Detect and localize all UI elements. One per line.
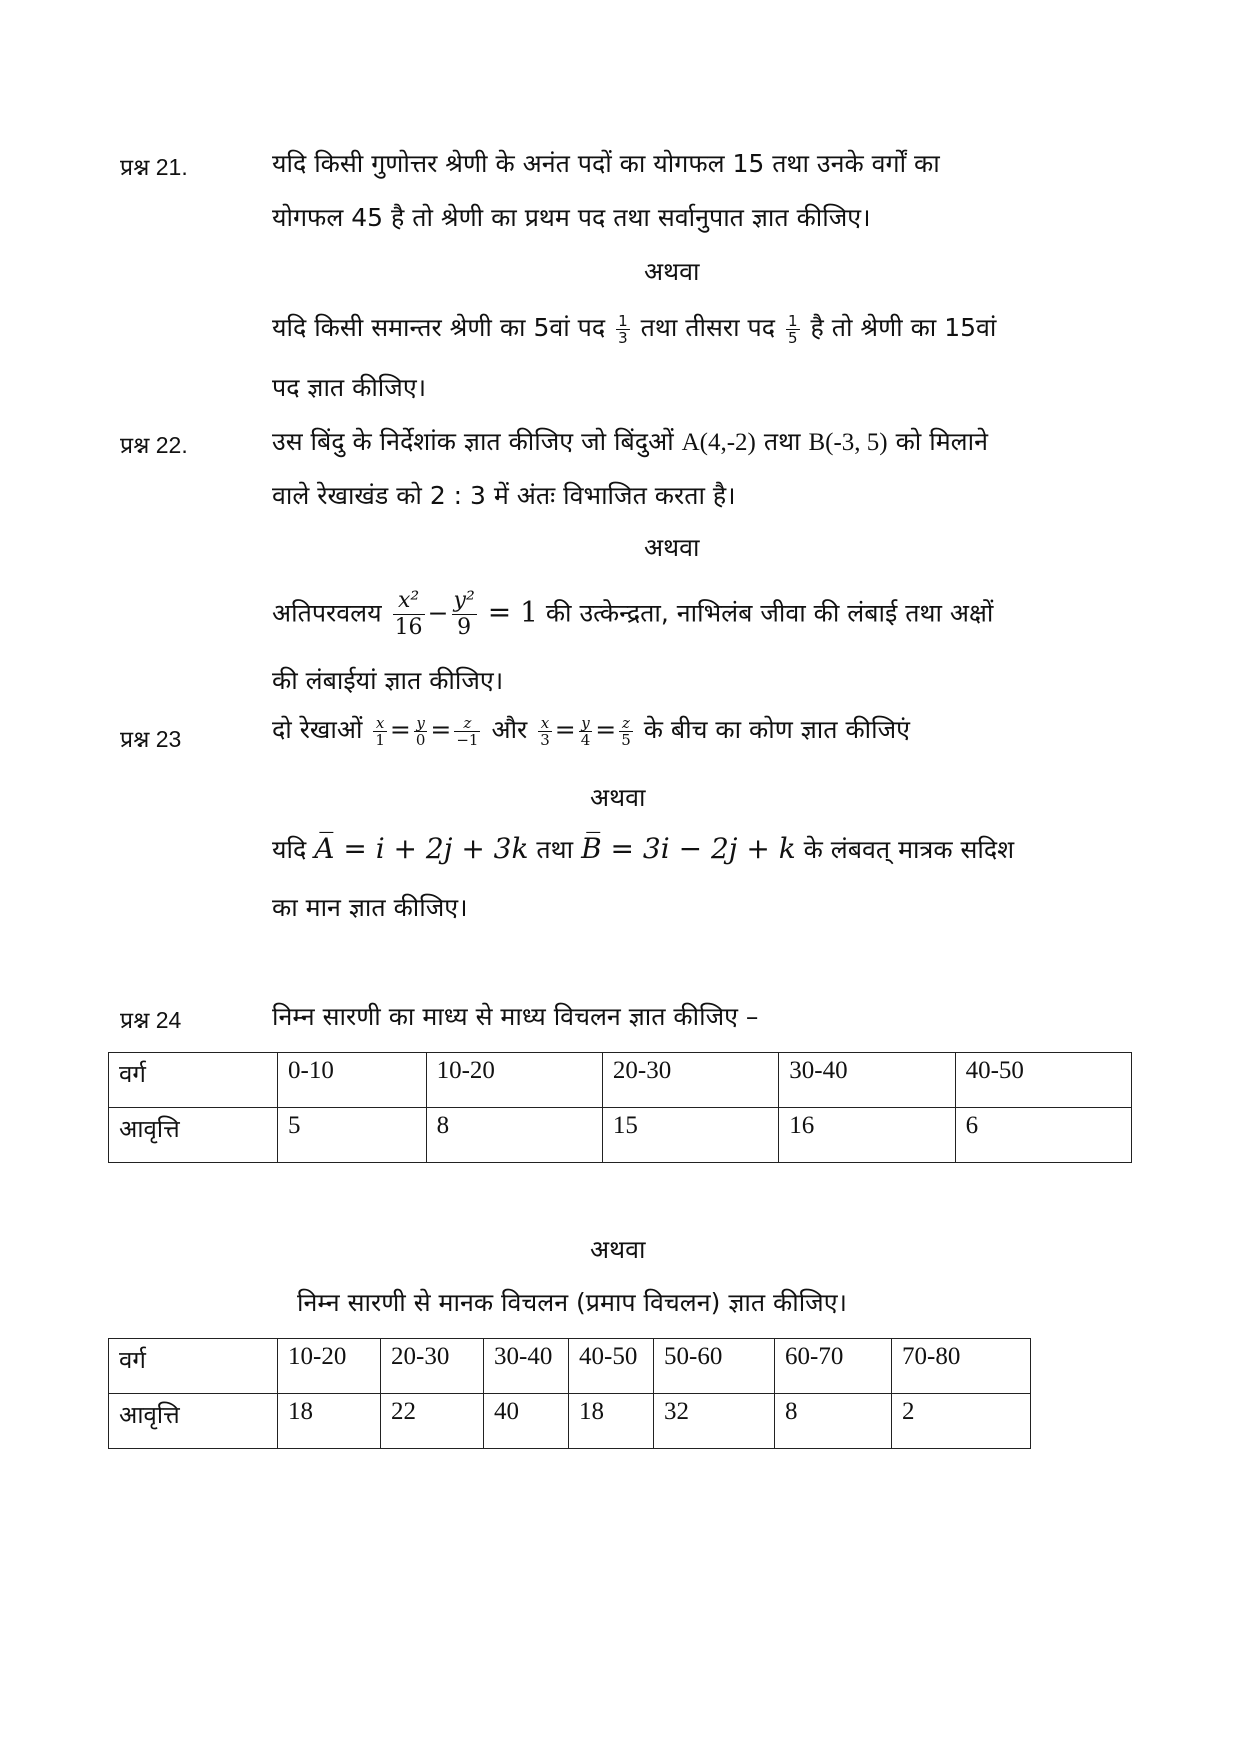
table-cell: 32 [654,1394,775,1449]
point-b: B(-3, 5) [808,429,888,456]
fraction-numerator: x² [393,588,425,615]
question-23-label: प्रश्न 23 [120,726,182,752]
equals-sign: = [389,715,411,744]
table-cell: 2 [892,1394,1031,1449]
question-21-line-1: यदि किसी गुणोत्तर श्रेणी के अनंत पदों का योगफल 15 तथा उनके वर्गों का [272,149,940,178]
table-row-frequency [109,1108,1132,1163]
question-23-alt-text-a: यदि [272,835,307,864]
table-cell: 30-40 [779,1053,955,1108]
point-a: A(4,-2) [681,429,756,456]
equation-minus: − [427,598,449,628]
question-23-or: अथवा [590,783,646,812]
fraction-numerator: x [538,715,552,732]
question-21-alt-line-2: पद ज्ञात कीजिए। [272,373,427,402]
question-23-alt-line-2: का मान ज्ञात कीजिए। [272,893,468,922]
question-22-text-c: को मिलाने [895,427,988,456]
equals-sign: = [430,715,452,744]
table-header-frequency: आवृत्ति [109,1108,278,1163]
question-23-and: और [491,715,528,744]
equation-rhs: = 1 [487,595,538,629]
question-24-line-2: निम्न सारणी से मानक विचलन (प्रमाप विचलन) ज्ञात कीजिए। [297,1288,848,1317]
table-cell: 0-10 [278,1053,427,1108]
question-21-alt-text-c: है तो श्रेणी का 15वां [810,313,997,342]
line-fraction [579,715,593,748]
table-cell: 10-20 [278,1339,381,1394]
table-cell: 40-50 [955,1053,1131,1108]
fraction-denominator: 3 [540,730,550,749]
question-22-text-b: तथा [763,427,801,456]
question-23-text-b: के बीच का कोण ज्ञात कीजिएं [643,715,910,744]
equals-sign: = [554,715,576,744]
question-21-alt-line-1 [272,310,996,346]
question-22-alt-line-2: की लंबाईयां ज्ञात कीजिए। [272,666,504,695]
fraction-numerator: 1 [787,311,798,330]
fraction-denominator: 5 [621,730,631,749]
question-22-text-a: उस बिंदु के निर्देशांक ज्ञात कीजिए जो बिंदुओं [272,427,674,456]
fraction-denominator: 16 [394,615,423,640]
table-row-frequency [109,1394,1031,1449]
table-cell: 20-30 [381,1339,484,1394]
table-cell: 16 [779,1108,955,1163]
question-21-line-2: योगफल 45 है तो श्रेणी का प्रथम पद तथा सर्वानुपात ज्ञात कीजिए। [272,203,871,232]
table-cell: 10-20 [426,1053,602,1108]
fraction-numerator: z [619,715,633,732]
line-fraction [373,715,387,748]
question-22-label: प्रश्न 22. [120,432,188,458]
question-22-alt-text-b: की उत्केन्द्रता, नाभिलंब जीवा की लंबाई तथा अक्षों [545,598,994,628]
fraction-denominator: 3 [618,328,628,347]
line-fraction [619,715,633,748]
table-header-class: वर्ग [109,1053,278,1108]
question-23-text-a: दो रेखाओं [272,715,363,744]
question-21-alt-text-a: यदि किसी समान्तर श्रेणी का 5वां पद [272,313,606,342]
line-2-equation [535,713,636,749]
table-cell: 5 [278,1108,427,1163]
table-cell: 22 [381,1394,484,1449]
question-22-or: अथवा [644,533,700,562]
table-cell: 30-40 [484,1339,569,1394]
question-22-alt-line-1 [272,588,993,641]
table-header-class: वर्ग [109,1339,278,1394]
table-cell: 8 [775,1394,892,1449]
question-21-label: प्रश्न 21. [120,154,188,180]
line-1-equation [370,713,483,749]
table-cell: 50-60 [654,1339,775,1394]
question-22-line-1 [272,424,988,458]
question-23-line-1 [272,712,910,748]
fraction-x-squared-over-16 [393,588,425,641]
table-cell: 18 [278,1394,381,1449]
fraction-numerator: z [454,715,480,732]
question-21-alt-text-b: तथा तीसरा पद [640,313,776,342]
line-fraction [414,715,428,748]
standard-deviation-table [108,1338,1031,1449]
fraction-denominator: 0 [415,730,426,749]
table-row-class [109,1339,1031,1394]
line-fraction [538,715,552,748]
table-cell: 15 [602,1108,778,1163]
question-23-alt-line-1 [272,832,1014,866]
table-row-class [109,1053,1132,1108]
fraction-denominator: 9 [457,615,472,640]
vector-a: A̅ = i + 2j + 3k [314,832,529,865]
fraction-numerator: 1 [618,311,628,330]
question-23-alt-text-b: तथा [536,835,574,864]
fraction-numerator: y [414,715,428,732]
fraction-denominator: 5 [787,328,798,347]
mean-deviation-table [108,1052,1132,1163]
table-cell: 18 [569,1394,654,1449]
fraction-denominator: −1 [456,730,479,749]
question-24-or: अथवा [590,1235,646,1264]
fraction-numerator: y [579,715,593,732]
table-cell: 70-80 [892,1339,1031,1394]
line-fraction [454,715,480,748]
question-24-line-1: निम्न सारणी का माध्य से माध्य विचलन ज्ञात कीजिए – [272,1002,759,1031]
fraction-one-fifth [786,313,800,346]
table-cell: 8 [426,1108,602,1163]
equals-sign: = [595,715,617,744]
table-cell: 20-30 [602,1053,778,1108]
question-24-label: प्रश्न 24 [120,1007,182,1033]
question-21-or: अथवा [644,257,700,286]
question-22-alt-text-a: अतिपरवलय [272,598,382,628]
fraction-one-third [616,313,630,346]
question-23-alt-text-c: के लंबवत् मात्रक सदिश [803,835,1015,864]
fraction-numerator: x [373,715,387,732]
table-cell: 40-50 [569,1339,654,1394]
fraction-numerator: y² [453,588,475,613]
fraction-denominator: 4 [580,730,591,749]
vector-b: B̅ = 3i − 2j + k [581,832,796,865]
table-cell: 60-70 [775,1339,892,1394]
table-cell: 40 [484,1394,569,1449]
fraction-y-squared-over-9 [452,588,477,641]
question-22-line-2: वाले रेखाखंड को 2 : 3 में अंतः विभाजित करता है। [272,481,736,510]
fraction-denominator: 1 [375,730,385,749]
table-cell: 6 [955,1108,1131,1163]
table-header-frequency: आवृत्ति [109,1394,278,1449]
